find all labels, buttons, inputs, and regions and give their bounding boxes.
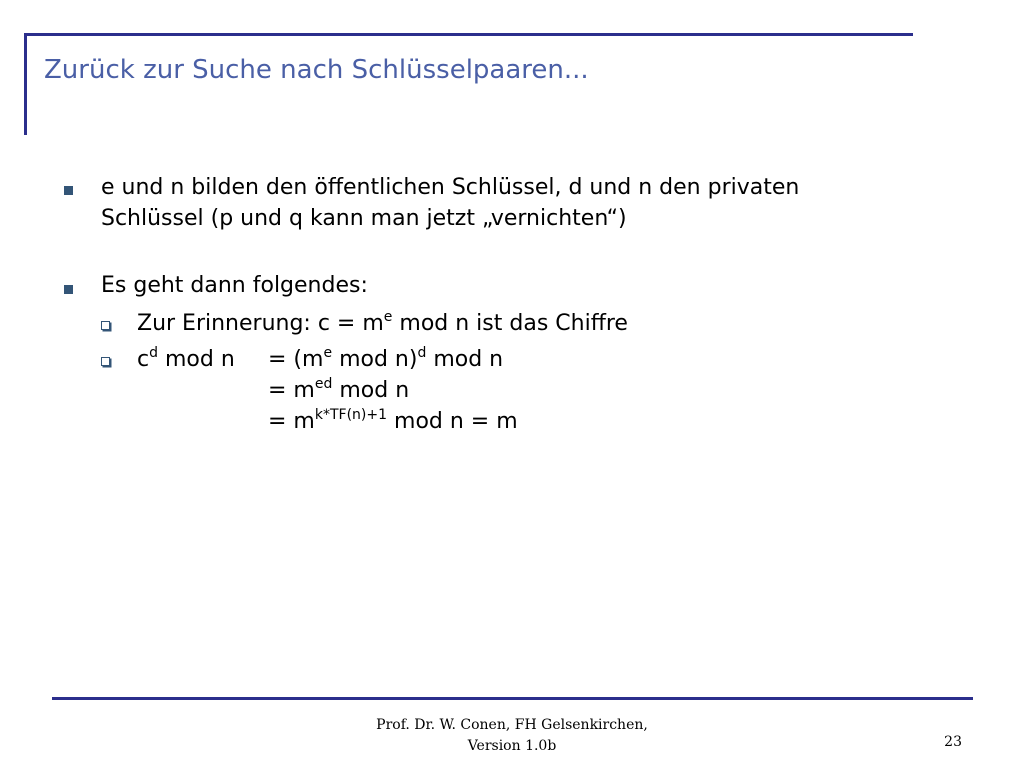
title-frame-left-border xyxy=(24,33,27,135)
bullet-2-text: Es geht dann folgendes: xyxy=(101,273,368,298)
footer-credit xyxy=(340,715,684,757)
bullet-1-line-1: e und n bilden den öffentlichen Schlüssel, d und n den privaten xyxy=(101,175,800,200)
sub-bullet-marker xyxy=(101,357,110,366)
footer-author: Prof. Dr. W. Conen, FH Gelsenkirchen, xyxy=(376,717,648,733)
equation-line-2 xyxy=(268,376,409,406)
footer-divider xyxy=(52,697,973,700)
exponent: ed xyxy=(314,376,333,392)
eq3-post: mod n = m xyxy=(387,409,518,434)
equation-line-3 xyxy=(268,407,518,437)
exponent: d xyxy=(417,345,427,361)
sub-item-1-post: mod n ist das Chiffre xyxy=(392,311,628,336)
bullet-marker xyxy=(64,186,73,195)
exponent: d xyxy=(149,345,158,361)
footer-version: Version 1.0b xyxy=(467,738,557,754)
equation-c-post: mod n xyxy=(158,347,235,372)
bullet-marker xyxy=(64,285,73,294)
eq2-pre: = m xyxy=(268,378,315,403)
title-frame-top-border xyxy=(24,33,913,36)
eq1-mid: mod n) xyxy=(332,347,418,372)
eq3-pre: = m xyxy=(268,409,315,434)
eq1-post: mod n xyxy=(426,347,504,372)
eq2-post: mod n xyxy=(332,378,410,403)
bullet-1-line-2: Schlüssel (p und q kann man jetzt „vernichten“) xyxy=(101,206,627,231)
sub-item-1 xyxy=(137,309,628,339)
slide-title: Zurück zur Suche nach Schlüsselpaaren... xyxy=(44,55,589,85)
sub-bullet-marker xyxy=(101,321,110,330)
equation-line-1 xyxy=(268,345,503,375)
exponent: e xyxy=(383,309,393,325)
page-number: 23 xyxy=(944,734,962,750)
exponent: e xyxy=(323,345,333,361)
equation-c: c xyxy=(137,347,150,372)
equation-lhs xyxy=(137,345,235,375)
sub-item-1-pre: Zur Erinnerung: c = m xyxy=(137,311,384,336)
exponent: k*TF(n)+1 xyxy=(314,407,388,423)
eq1-pre: = (m xyxy=(268,347,324,372)
